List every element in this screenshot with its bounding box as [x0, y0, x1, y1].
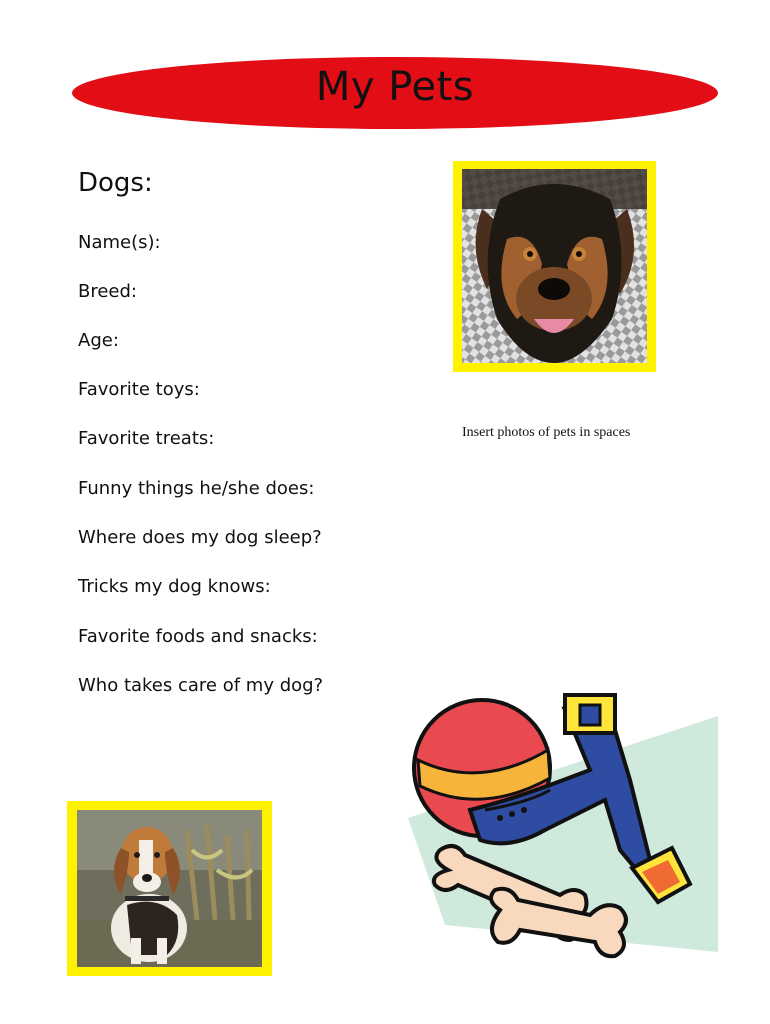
field-favorite-foods: Favorite foods and snacks: — [78, 626, 318, 647]
field-favorite-treats: Favorite treats: — [78, 428, 215, 449]
field-funny-things: Funny things he/she does: — [78, 478, 315, 499]
field-favorite-toys: Favorite toys: — [78, 379, 200, 400]
field-tricks: Tricks my dog knows: — [78, 576, 271, 597]
field-where-sleep: Where does my dog sleep? — [78, 527, 322, 548]
page-title: My Pets — [315, 64, 475, 110]
dog-toys-clipart — [400, 690, 720, 980]
field-names: Name(s): — [78, 232, 161, 253]
dog-face-photo — [462, 169, 647, 363]
bottom-photo-frame — [67, 801, 272, 976]
section-heading: Dogs: — [78, 168, 153, 198]
field-breed: Breed: — [78, 281, 137, 302]
top-photo-frame — [453, 161, 656, 372]
field-age: Age: — [78, 330, 119, 351]
beagle-photo — [77, 810, 262, 967]
field-caretaker: Who takes care of my dog? — [78, 675, 324, 696]
photo-caption: Insert photos of pets in spaces — [462, 425, 631, 440]
